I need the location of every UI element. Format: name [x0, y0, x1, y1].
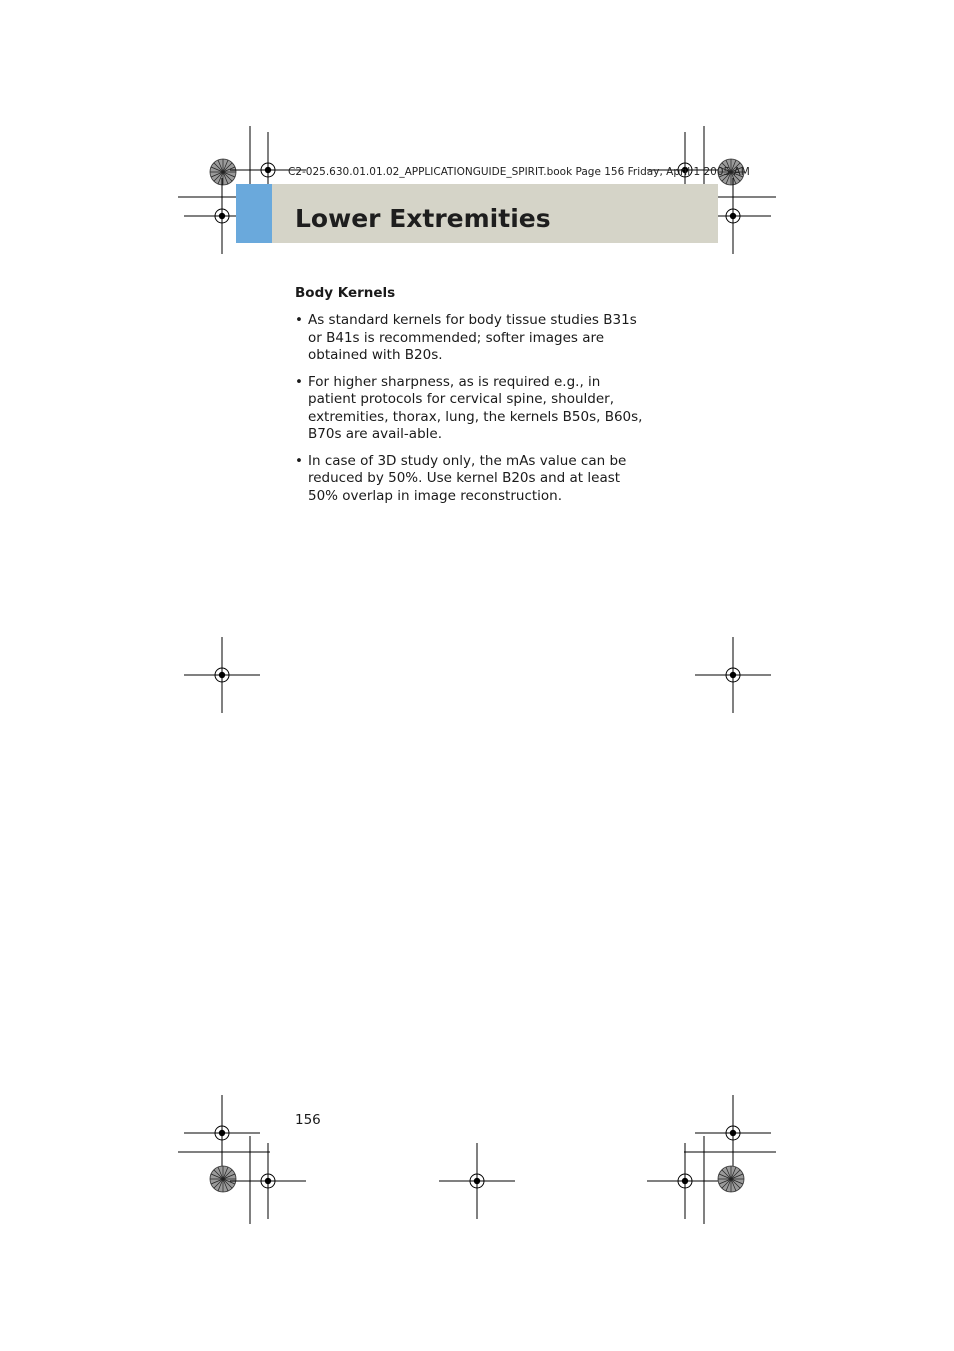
chapter-header-accent — [236, 184, 272, 243]
list-item — [295, 374, 645, 444]
starburst-mark-bottom-left — [210, 1166, 236, 1192]
crosshair-mark-bottom-2 — [439, 1143, 515, 1219]
crosshair-mark-lower-right — [695, 1095, 771, 1171]
bullet-icon: • — [295, 452, 303, 469]
crosshair-mark-bottom-1 — [230, 1143, 306, 1219]
starburst-mark-top-left — [210, 159, 236, 185]
page-title: Lower Extremities — [295, 204, 551, 233]
crosshair-mark-bottom-3 — [647, 1143, 723, 1219]
crosshair-mark-lower-left — [184, 1095, 260, 1171]
print-slug-line: C2-025.630.01.01.02_APPLICATIONGUIDE_SPIRIT.book Page 156 Friday, April 1 2005 AM — [288, 166, 750, 178]
page-number: 156 — [295, 1112, 321, 1128]
section-heading: Body Kernels — [295, 285, 396, 301]
starburst-mark-bottom-right — [718, 1166, 744, 1192]
list-item — [295, 312, 645, 365]
bullet-icon: • — [295, 373, 303, 390]
list-item — [295, 453, 645, 506]
crosshair-mark-middle-left — [184, 637, 260, 713]
crosshair-mark-middle-right — [695, 637, 771, 713]
list-item-text: In case of 3D study only, the mAs value can be reduced by 50%. Use kernel B20s and at least 50% overlap in image reconstruction. — [308, 452, 627, 504]
list-item-text: For higher sharpness, as is required e.g., in patient protocols for cervical spine, shoulder, extremities, thorax, lung, the kernels B50s, B60s, B70s are avail-able. — [308, 373, 643, 442]
bullet-icon: • — [295, 312, 303, 328]
list-item-text: As standard kernels for body tissue studies B31s or B41s is recommended; softer images are obtained with B20s. — [308, 312, 637, 363]
bullet-list — [295, 312, 645, 514]
